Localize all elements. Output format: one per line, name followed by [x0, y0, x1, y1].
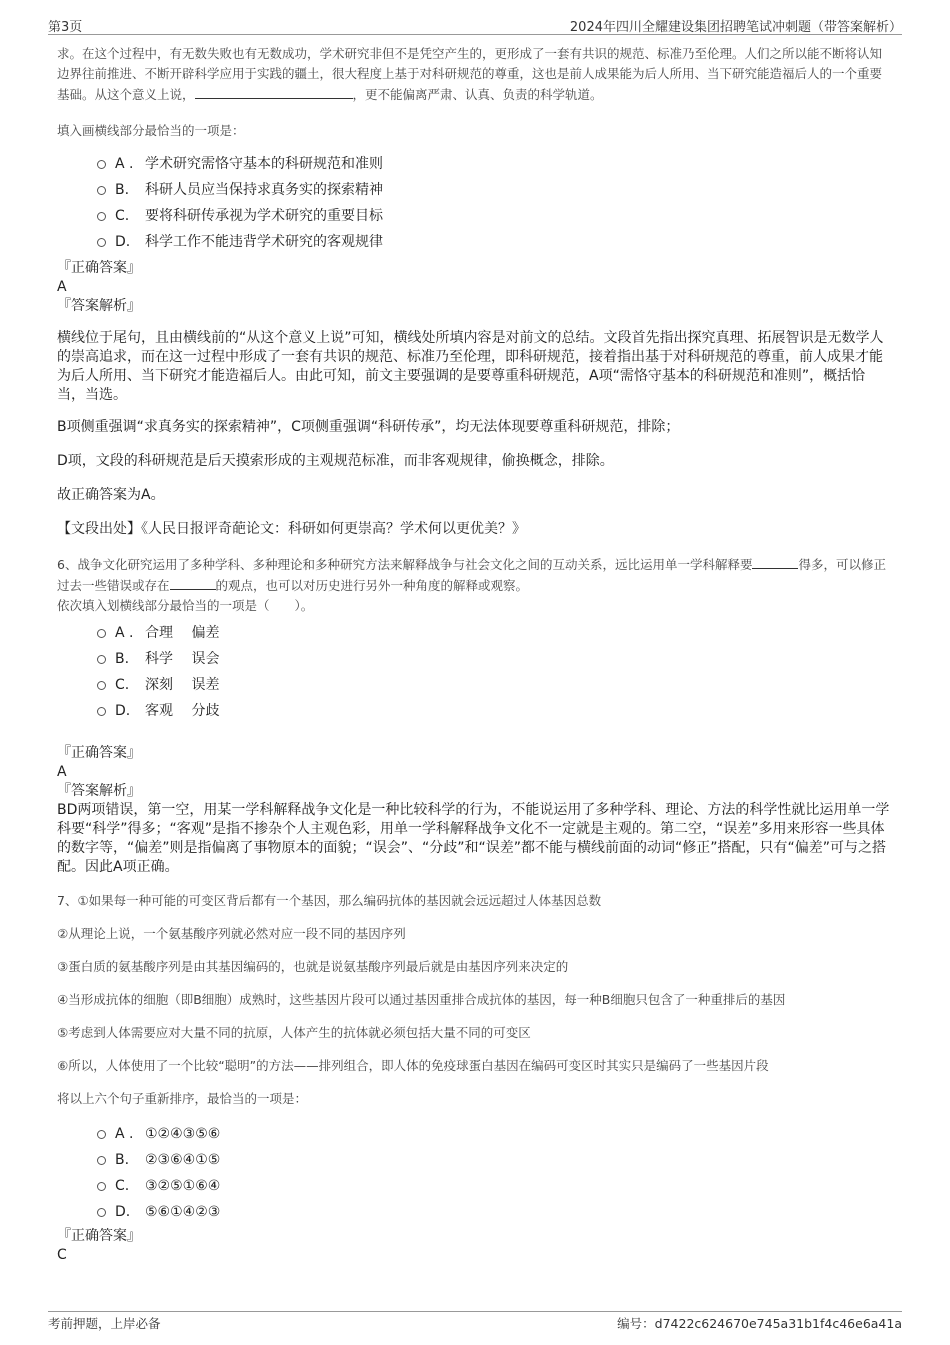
q5-analysis-2: B项侧重强调“求真务实的探索精神”，C项侧重强调“科研传承”，均无法体现要尊重科研规范，排除； — [57, 419, 680, 435]
q7-sentence-6: ⑥所以，人体使用了一个比较“聪明”的方法——排列组合，即人体的免疫球蛋白基因在编码可变区时其实只是编码了一些基因片段 — [57, 1058, 769, 1073]
q5-option-a[interactable]: A . 学术研究需恪守基本的科研规范和准则 — [57, 151, 893, 177]
q7-sentence-1: 7、①如果每一种可能的可变区背后都有一个基因，那么编码抗体的基因就会远远超过人体基因总数 — [57, 893, 602, 908]
q5-option-b[interactable]: B. 科研人员应当保持求真务实的探索精神 — [57, 177, 893, 203]
footer-slogan: 考前押题，上岸必备 — [48, 1316, 161, 1331]
q6-prompt: 依次填入划横线部分最恰当的一项是（ ）。 — [57, 598, 314, 613]
q5-answer: A — [57, 279, 67, 295]
q5-analysis-1: 横线位于尾句，且由横线前的“从这个意义上说”可知，横线处所填内容是对前文的总结。文段首先指出探究真理、拓展智识是无数学人的崇高追求，而在这一过程中形成了一套有共识的规范、标准乃至伦理，即科研规范，接着指出基于对科研规范的尊重，前人成果才能为后人所用、当下研究才能造福后人。由此可知，前文主要强调的是要尊重科研规范，A项“需恪守基本的科研规范和准则”，概括恰当，当选。 — [57, 330, 884, 403]
footer-rule — [48, 1311, 902, 1312]
radio-icon[interactable] — [97, 238, 106, 247]
radio-icon[interactable] — [97, 707, 106, 716]
document-id: 编号：d7422c624670e745a31b1f4c46e6a41a — [617, 1316, 902, 1331]
q7-sentence-5: ⑤考虑到人体需要应对大量不同的抗原，人体产生的抗体就必须包括大量不同的可变区 — [57, 1025, 531, 1040]
q5-answer-label: 『正确答案』 — [57, 260, 141, 276]
q7-sentence-4: ④当形成抗体的细胞（即B细胞）成熟时，这些基因片段可以通过基因重排合成抗体的基因，每一种B细胞只包含了一种重排后的基因 — [57, 992, 786, 1007]
q5-analysis-label: 『答案解析』 — [57, 298, 141, 314]
q7-sentence-3: ③蛋白质的氨基酸序列是由其基因编码的，也就是说氨基酸序列最后就是由基因序列来决定的 — [57, 959, 569, 974]
page-footer — [48, 1314, 902, 1332]
q6-stem: 6、战争文化研究运用了多种学科、多种理论和多种研究方法来解释战争与社会文化之间的互动关系，远比运用单一学科解释要 得多，可以修正过去一些错误或存在 的观点，也可以对历史进行另外一种角度的解释或观察。 — [57, 554, 893, 596]
q5-passage — [57, 44, 893, 105]
q7-prompt: 将以上六个句子重新排序，最恰当的一项是： — [57, 1091, 308, 1106]
q7-option-a[interactable]: A . ①②④③⑤⑥ — [57, 1121, 893, 1147]
q5-options — [57, 151, 893, 255]
q5-passage-part2: ，更不能偏离严肃、认真、负责的科学轨道。 — [352, 87, 603, 102]
q7-option-b[interactable]: B. ②③⑥④①⑤ — [57, 1147, 893, 1173]
page-number: 第3页 — [48, 20, 83, 35]
q7-option-d[interactable]: D. ⑤⑥①④②③ — [57, 1199, 893, 1225]
page-content — [57, 44, 893, 1265]
q6-option-b[interactable]: B. 科学 误会 — [57, 646, 893, 672]
q7-answer: C — [57, 1247, 67, 1263]
page-header — [48, 16, 902, 34]
q5-passage-part1: 求。在这个过程中，有无数失败也有无数成功，学术研究非但不是凭空产生的，更形成了一套有共识的规范、标准乃至伦理。人们之所以能不断将认知边界往前推进、不断开辟科学应用于实践的疆土，很大程度上基于对科研规范的尊重，这也是前人成果能为后人所用、当下研究能造福后人的一个重要基础。从这个意义上说， — [57, 46, 883, 102]
q5-prompt: 填入画横线部分最恰当的一项是： — [57, 123, 245, 138]
q5-option-c[interactable]: C. 要将科研传承视为学术研究的重要目标 — [57, 203, 893, 229]
q6-blank-2 — [170, 575, 216, 590]
radio-icon[interactable] — [97, 629, 106, 638]
q6-option-d[interactable]: D. 客观 分歧 — [57, 698, 893, 724]
q7-answer-label: 『正确答案』 — [57, 1228, 141, 1244]
q7-option-c[interactable]: C. ③②⑤①⑥④ — [57, 1173, 893, 1199]
radio-icon[interactable] — [97, 1130, 106, 1139]
q7-sentence-2: ②从理论上说，一个氨基酸序列就必然对应一段不同的基因序列 — [57, 926, 406, 941]
q6-blank-1 — [752, 554, 798, 569]
document-title: 2024年四川全耀建设集团招聘笔试冲刺题（带答案解析） — [569, 20, 902, 35]
radio-icon[interactable] — [97, 1182, 106, 1191]
q6-analysis-label: 『答案解析』 — [57, 783, 141, 799]
q6-options — [57, 620, 893, 724]
radio-icon[interactable] — [97, 160, 106, 169]
q5-analysis-3: D项，文段的科研规范是后天摸索形成的主观规范标准，而非客观规律，偷换概念，排除。 — [57, 453, 614, 469]
q6-option-a[interactable]: A . 合理 偏差 — [57, 620, 893, 646]
q6-answer: A — [57, 764, 67, 780]
q6-analysis: BD两项错误，第一空，用某一学科解释战争文化是一种比较科学的行为，不能说运用了多种学科、理论、方法的科学性就比运用单一学科要“科学”得多；“客观”是指不掺杂个人主观色彩，用单一学科解释战争文化不一定就是主观的。第二空，“误差”多用来形容一些具体的数字等，“偏差”则是指偏离了事物原本的面貌；“误会”、“分歧”和“误差”都不能与横线前面的动词“修正”搭配，只有“偏差”可与之搭配。因此A项正确。 — [57, 802, 890, 875]
q5-option-d[interactable]: D. 科学工作不能违背学术研究的客观规律 — [57, 229, 893, 255]
header-rule — [48, 34, 902, 35]
q5-analysis-4: 故正确答案为A。 — [57, 487, 165, 503]
radio-icon[interactable] — [97, 212, 106, 221]
radio-icon[interactable] — [97, 1156, 106, 1165]
q7-options — [57, 1121, 893, 1225]
q5-blank — [195, 84, 353, 99]
q5-source: 【文段出处】《人民日报评奇葩论文：科研如何更崇高？学术何以更优美？》 — [57, 521, 526, 537]
radio-icon[interactable] — [97, 655, 106, 664]
radio-icon[interactable] — [97, 1208, 106, 1217]
radio-icon[interactable] — [97, 186, 106, 195]
q6-answer-label: 『正确答案』 — [57, 745, 141, 761]
radio-icon[interactable] — [97, 681, 106, 690]
q6-option-c[interactable]: C. 深刻 误差 — [57, 672, 893, 698]
